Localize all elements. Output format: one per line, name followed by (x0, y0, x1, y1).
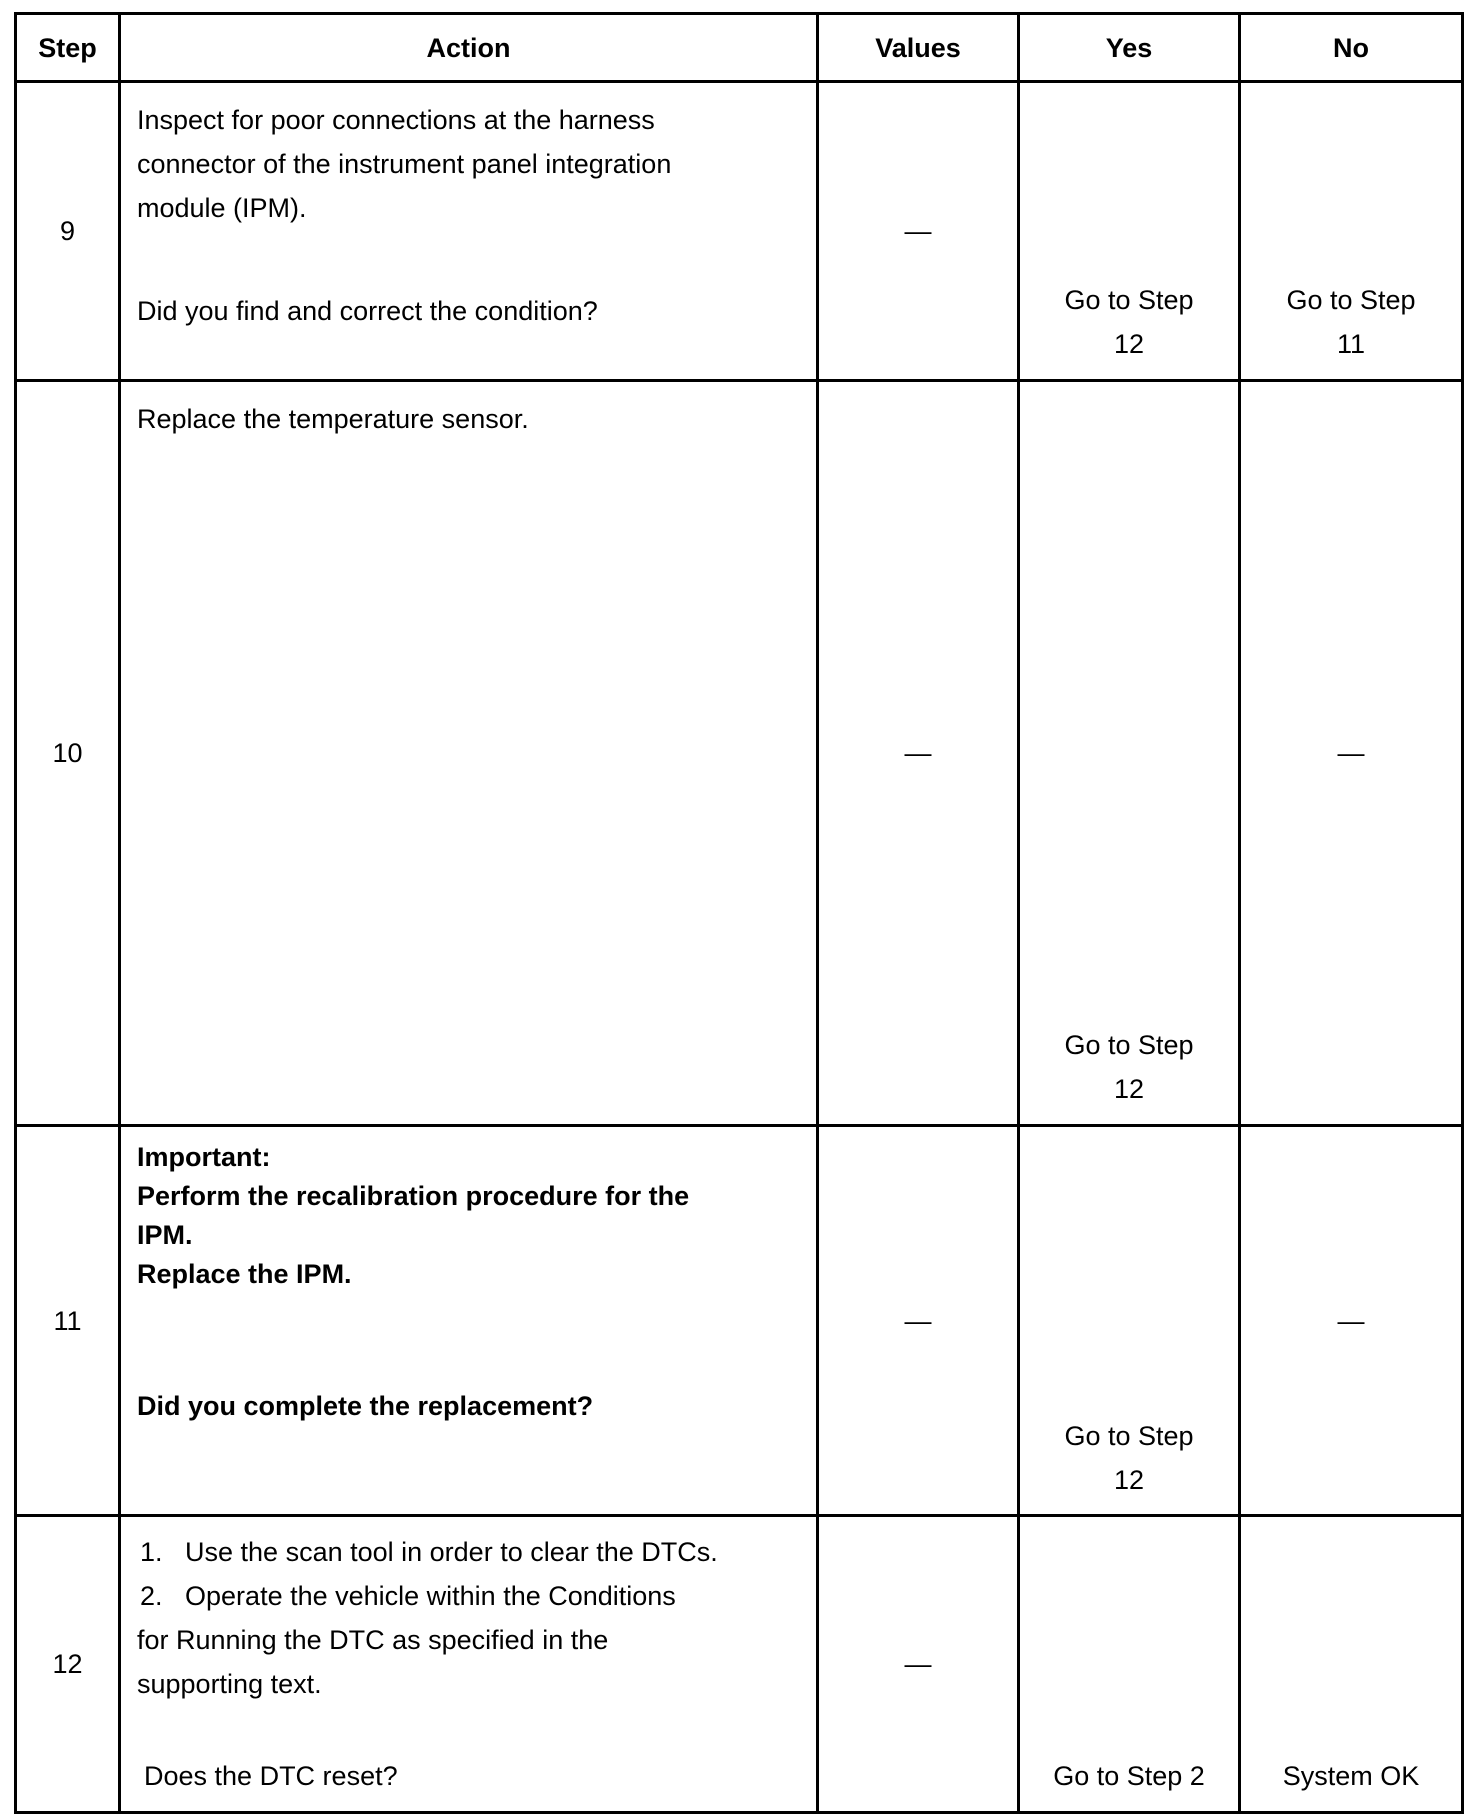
step-number: 11 (53, 1305, 82, 1336)
action-text (137, 1138, 807, 1294)
action-question: Did you find and correct the condition? (137, 296, 598, 326)
action-line: connector of the instrument panel integration (137, 149, 672, 179)
yes-goto-line: Go to Step (1064, 285, 1194, 315)
action-list-item: 2. Operate the vehicle within the Conditions (140, 1581, 676, 1611)
values-dash: — (904, 1649, 932, 1679)
action-line: module (IPM). (137, 193, 307, 223)
yes-goto (1020, 1023, 1238, 1111)
step-number: 12 (52, 1649, 83, 1679)
values-dash: — (904, 1305, 932, 1336)
no-goto-line: 11 (1336, 329, 1366, 359)
yes-goto (1020, 1414, 1238, 1502)
action-line: Replace the IPM. (137, 1259, 352, 1289)
grid-line (1461, 12, 1464, 1814)
header-action: Action (426, 32, 511, 63)
values-dash: — (904, 738, 932, 768)
grid-line (14, 1514, 1464, 1517)
yes-goto: Go to Step 2 (1053, 1761, 1205, 1791)
header-step: Step (38, 32, 97, 63)
step-number: 10 (52, 738, 83, 768)
header-yes: Yes (1105, 32, 1153, 63)
yes-goto (1020, 278, 1238, 366)
action-line: Replace the temperature sensor. (137, 404, 529, 434)
diagnostic-table (14, 12, 1464, 1814)
no-goto-line: Go to Step (1286, 285, 1416, 315)
grid-line (14, 80, 1464, 83)
action-line: supporting text. (137, 1669, 322, 1699)
action-question: Does the DTC reset? (144, 1761, 398, 1791)
step-number: 9 (59, 216, 76, 246)
action-line: IPM. (137, 1220, 193, 1250)
action-list-item: 1. Use the scan tool in order to clear the DTCs. (140, 1537, 718, 1567)
yes-goto-line: 12 (1113, 329, 1145, 359)
action-text (137, 397, 807, 441)
yes-goto-line: 12 (1113, 1074, 1145, 1104)
action-question: Did you complete the replacement? (137, 1391, 594, 1421)
grid-line (118, 12, 121, 1814)
action-line: for Running the DTC as specified in the (137, 1625, 609, 1655)
yes-goto-line: Go to Step (1064, 1421, 1194, 1451)
no-dash: — (1337, 738, 1365, 768)
header-no: No (1333, 32, 1369, 63)
no-dash: — (1337, 1305, 1365, 1336)
yes-goto-line: Go to Step (1064, 1030, 1194, 1060)
no-result: System OK (1282, 1761, 1420, 1791)
action-text (137, 1530, 807, 1706)
action-text (137, 98, 807, 230)
action-line: Inspect for poor connections at the harness (137, 105, 655, 135)
yes-goto-line: 12 (1113, 1465, 1145, 1495)
action-line: Perform the recalibration procedure for the (137, 1181, 690, 1211)
header-values: Values (875, 32, 961, 63)
values-dash: — (904, 216, 932, 246)
important-label: Important: (137, 1142, 271, 1172)
no-goto (1241, 278, 1461, 366)
